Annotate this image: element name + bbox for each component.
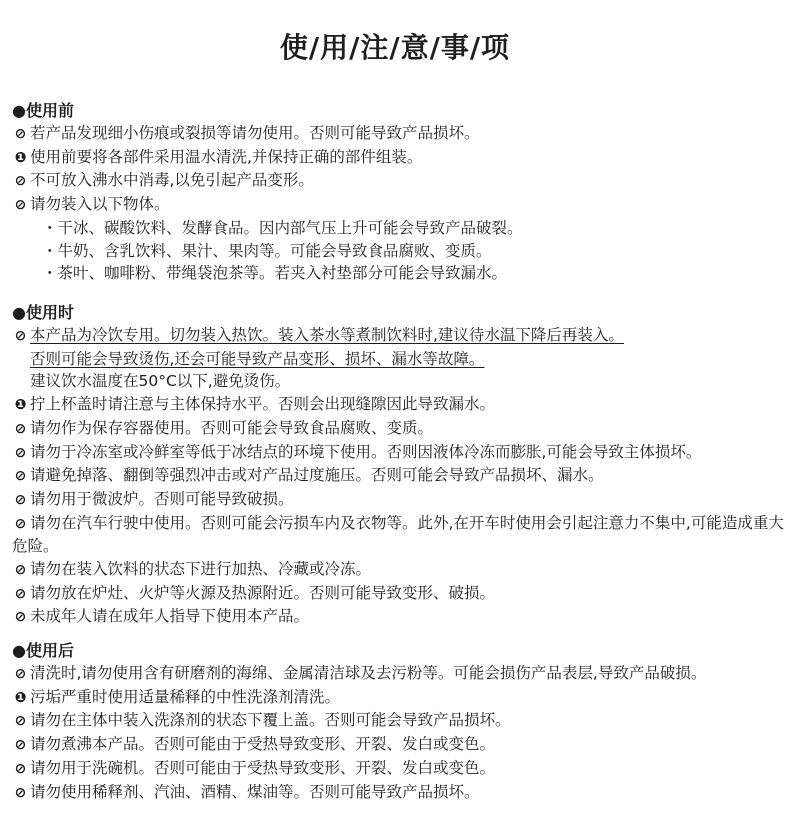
- exclamation-icon: ❶: [14, 149, 27, 166]
- notice-line: ❶ 拧上杯盖时请注意与主体保持水平。否则会出现缝隙因此导致漏水。: [12, 393, 784, 417]
- sub-item: ・茶叶、咖啡粉、带绳袋泡茶等。若夹入衬垫部分可能会导致漏水。: [42, 264, 508, 283]
- section-heading: ●使用时: [12, 303, 74, 322]
- notice-line: ⊘ 本产品为冷饮专用。切勿装入热饮。装入茶水等煮制饮料时,建议待水温下降后再装入。: [12, 324, 784, 348]
- prohibit-icon: ⊘: [14, 760, 27, 777]
- prohibit-icon: ⊘: [14, 328, 27, 344]
- section-heading: ●使用前: [12, 101, 74, 120]
- notice-line: ❶ 使用前要将各部件采用温水清洗,并保持正确的部件组装。: [12, 146, 784, 170]
- notice-line: ⊘ 请勿装入以下物体。: [12, 193, 784, 217]
- prohibit-icon: ⊘: [14, 713, 27, 730]
- notice-line: ⊘ 若产品发现细小伤痕或裂损等请勿使用。否则可能导致产品损坏。: [12, 122, 784, 146]
- prohibit-icon: ⊘: [14, 491, 27, 508]
- notice-continuation: 建议饮水温度在50°C以下,避免烫伤。: [30, 372, 291, 391]
- prohibit-icon: ⊘: [14, 173, 27, 190]
- notice-line: ⊘ 请避免掉落、翻倒等强烈冲击或对产品过度施压。否则可能会导致产品损坏、漏水。: [12, 464, 784, 488]
- sub-item: ・干冰、碳酸饮料、发酵食品。因内部气压上升可能会导致产品破裂。: [42, 218, 523, 237]
- during-use-section: [12, 302, 784, 629]
- notice-continuation: 否则可能会导致烫伤,还会可能导致产品变形、损坏、漏水等故障。: [30, 349, 485, 368]
- notice-line: ⊘ 请勿于冷冻室或冷鲜室等低于冰结点的环境下使用。否则因液体冷冻而膨胀,可能会导致主体损坏。: [12, 441, 784, 465]
- prohibit-icon: ⊘: [14, 444, 27, 461]
- notice-line: ⊘ 清洗时,请勿使用含有研磨剂的海绵、金属清洁球及去污粉等。可能会损伤产品表层,导致产品破损。: [12, 662, 784, 686]
- notice-line: ⊘ 请勿用于洗碗机。否则可能由于受热导致变形、开裂、发白或变色。: [12, 757, 784, 781]
- notice-line: ⊘ 不可放入沸水中消毒,以免引起产品变形。: [12, 169, 784, 193]
- notice-line: ⊘ 请勿用于微波炉。否则可能导致破损。: [12, 488, 784, 512]
- notice-line: ⊘ 请勿煮沸本产品。否则可能由于受热导致变形、开裂、发白或变色。: [12, 733, 784, 757]
- notice-line: ⊘ 请勿作为保存容器使用。否则可能会导致食品腐败、变质。: [12, 417, 784, 441]
- prohibit-icon: ⊘: [14, 420, 27, 437]
- prohibit-icon: ⊘: [14, 197, 27, 214]
- prohibit-icon: ⊘: [14, 784, 27, 801]
- prohibit-icon: ⊘: [14, 585, 27, 602]
- notice-line: ⊘ 请勿在汽车行驶中使用。否则可能会污损车内及衣物等。此外,在开车时使用会引起注意力不集中,可能造成重大危险。: [12, 513, 784, 556]
- notice-line: ❶ 污垢严重时使用适量稀释的中性洗涤剂清洗。: [12, 686, 784, 710]
- notice-line: ⊘ 请勿使用稀释剂、汽油、酒精、煤油等。否则可能导致产品损坏。: [12, 781, 784, 805]
- page-title: 使/用/注/意/事/项: [279, 31, 511, 64]
- prohibit-icon: ⊘: [14, 468, 27, 485]
- after-use-section: [12, 640, 784, 804]
- section-heading: ●使用后: [12, 641, 74, 660]
- notice-line: ⊘ 请勿放在炉灶、火炉等火源及热源附近。否则可能导致变形、破损。: [12, 582, 784, 606]
- sub-item: ・牛奶、含乳饮料、果汁、果肉等。可能会导致食品腐败、变质。: [42, 241, 492, 260]
- prohibit-icon: ⊘: [14, 737, 27, 754]
- prohibit-icon: ⊘: [14, 126, 27, 142]
- prohibit-icon: ⊘: [14, 562, 27, 579]
- exclamation-icon: ❶: [14, 689, 27, 706]
- exclamation-icon: ❶: [14, 397, 27, 414]
- notice-line: ⊘ 请勿在主体中装入洗涤剂的状态下覆上盖。否则可能会导致产品损坏。: [12, 709, 784, 733]
- prohibit-icon: ⊘: [14, 666, 27, 682]
- before-use-section: [12, 100, 784, 285]
- prohibit-icon: ⊘: [14, 515, 27, 532]
- notice-line: ⊘ 未成年人请在成年人指导下使用本产品。: [12, 605, 784, 629]
- prohibit-icon: ⊘: [14, 609, 27, 626]
- notice-line: ⊘ 请勿在装入饮料的状态下进行加热、冷藏或冷冻。: [12, 558, 784, 582]
